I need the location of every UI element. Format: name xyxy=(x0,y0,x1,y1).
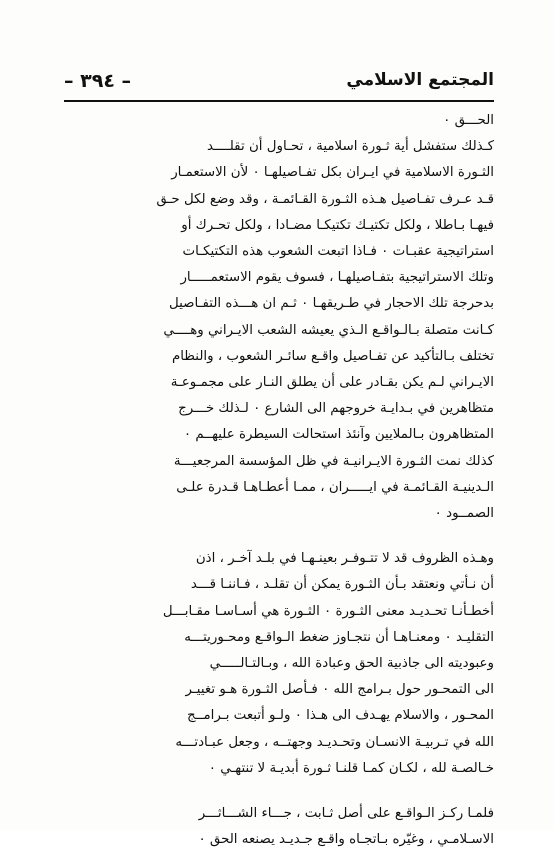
running-title: المجتمع الاسلامي xyxy=(346,70,494,90)
paragraph xyxy=(62,546,494,782)
text-line: فيهـا بـاطلا ، ولكل تكتيـك تكتيكـا مضـادا ، ولكل تحـرك أو xyxy=(181,217,494,233)
text-line: فلمـا ركـز الـواقـع على أصل ثـابت ، جـــاء الشـــاثـــر xyxy=(198,806,494,822)
text-line: كـذلك ستفشل أية ثـورة اسلامية ، تحـاول أن تقلــــد xyxy=(207,139,494,155)
text-line: خـالصـة لله ، لكـان كمـا قلنـا ثـورة أبديـة لا تنتهـي ٠ xyxy=(208,760,494,776)
text-line: وتلك الاستراتيجية بتفـاصيلهـا ، فسوف يقوم الاستعمـــــار xyxy=(180,270,494,286)
text-line: أخطـأنـا تحـديـد معنى الثـورة ٠ الثـورة هي أسـاسـا مقـابـــل xyxy=(162,603,494,619)
text-line: الـدينيـة القـائمـة في ايـــــران ، ممـا أعطـاهـا قـدرة علـى xyxy=(176,479,494,495)
text-line: الصمــود ٠ xyxy=(434,506,494,522)
paragraph-gap xyxy=(62,527,494,546)
text-line: التقليـد ٠ ومعنـاهـا أن نتجـاوز ضغط الـواقـع ومحـوريتـــه xyxy=(184,629,494,645)
text-line: وعبوديته الى جاذبية الحق وعبادة الله ، وبـالتـالـــــي xyxy=(209,656,494,672)
text-line: الحـــق ٠ xyxy=(443,113,494,128)
paragraph xyxy=(62,108,494,134)
text-line: قـد عـرف تفـاصيل هـذه الثـورة القـائمـة ، وقد وضع لكل حـق xyxy=(156,191,494,207)
body-text xyxy=(62,108,494,853)
header-rule xyxy=(64,100,494,102)
paragraph xyxy=(62,801,494,853)
text-line: المتظاهرون بـالملايين وآنئذ استحالت السيطرة عليهــم ٠ xyxy=(183,427,494,443)
text-line: تختلف بـالتأكيد عن تفـاصيل واقـع سائـر الشعوب ، والنظام xyxy=(171,348,494,364)
text-line: الثـورة الاسلامية في ايـران بكل تفـاصيلهـا ٠ لأن الاستعمـار xyxy=(171,165,494,181)
text-line: الاسـلامـي ، وغيّره بـاتجـاه واقـع جـديـد يصنعه الحق ٠ xyxy=(198,832,494,848)
text-line: استراتيجية عقبـات ٠ فـاذا اتبعت الشعوب هذه التكتيكـات xyxy=(182,244,494,260)
text-line: الله في تـربيـة الانسـان وتحـديـد وجهتــه ، وجعل عبـادتـــه xyxy=(175,734,494,750)
running-head xyxy=(64,66,494,100)
paragraph xyxy=(62,134,494,527)
text-line: بدحرجة تلك الاحجار في طـريقهـا ٠ ثـم ان هـــذه التفـاصيل xyxy=(168,296,494,312)
text-line: المحـور ، والاسلام يهـدف الى هـذا ٠ ولـو أتبعت بـرامــج xyxy=(187,708,494,724)
text-line: الايـراني لـم يكن بقـادر على أن يطلق النـار على مجمـوعـة xyxy=(170,375,494,391)
text-line: كـانت متصلة بـالـواقـع الـذي يعيشه الشعب الايـراني وهــــي xyxy=(163,322,494,338)
text-line: أن نـأتي ونعتقد بـأن الثـورة يمكن أن تقلـد ، فـاننـا قـــد xyxy=(190,577,494,593)
text-line: وهـذه الظروف قد لا تتـوفـر بعينـهـا في بلـد آخـر ، اذن xyxy=(195,551,494,567)
text-line: كذلك نمت الثـورة الايـرانيـة في ظل المؤسسة المرجعيـــة xyxy=(173,453,494,469)
page-number: – ٣٩٤ – xyxy=(64,70,132,92)
text-line: الى التمحـور حول بـرامج الله ٠ فـأصل الثـورة هـو تغييـر xyxy=(185,682,494,698)
text-line: متظاهرين في بـدايـة خروجهم الى الشارع ٠ لـذلك خـــرج xyxy=(178,401,494,417)
paragraph-gap xyxy=(62,782,494,801)
